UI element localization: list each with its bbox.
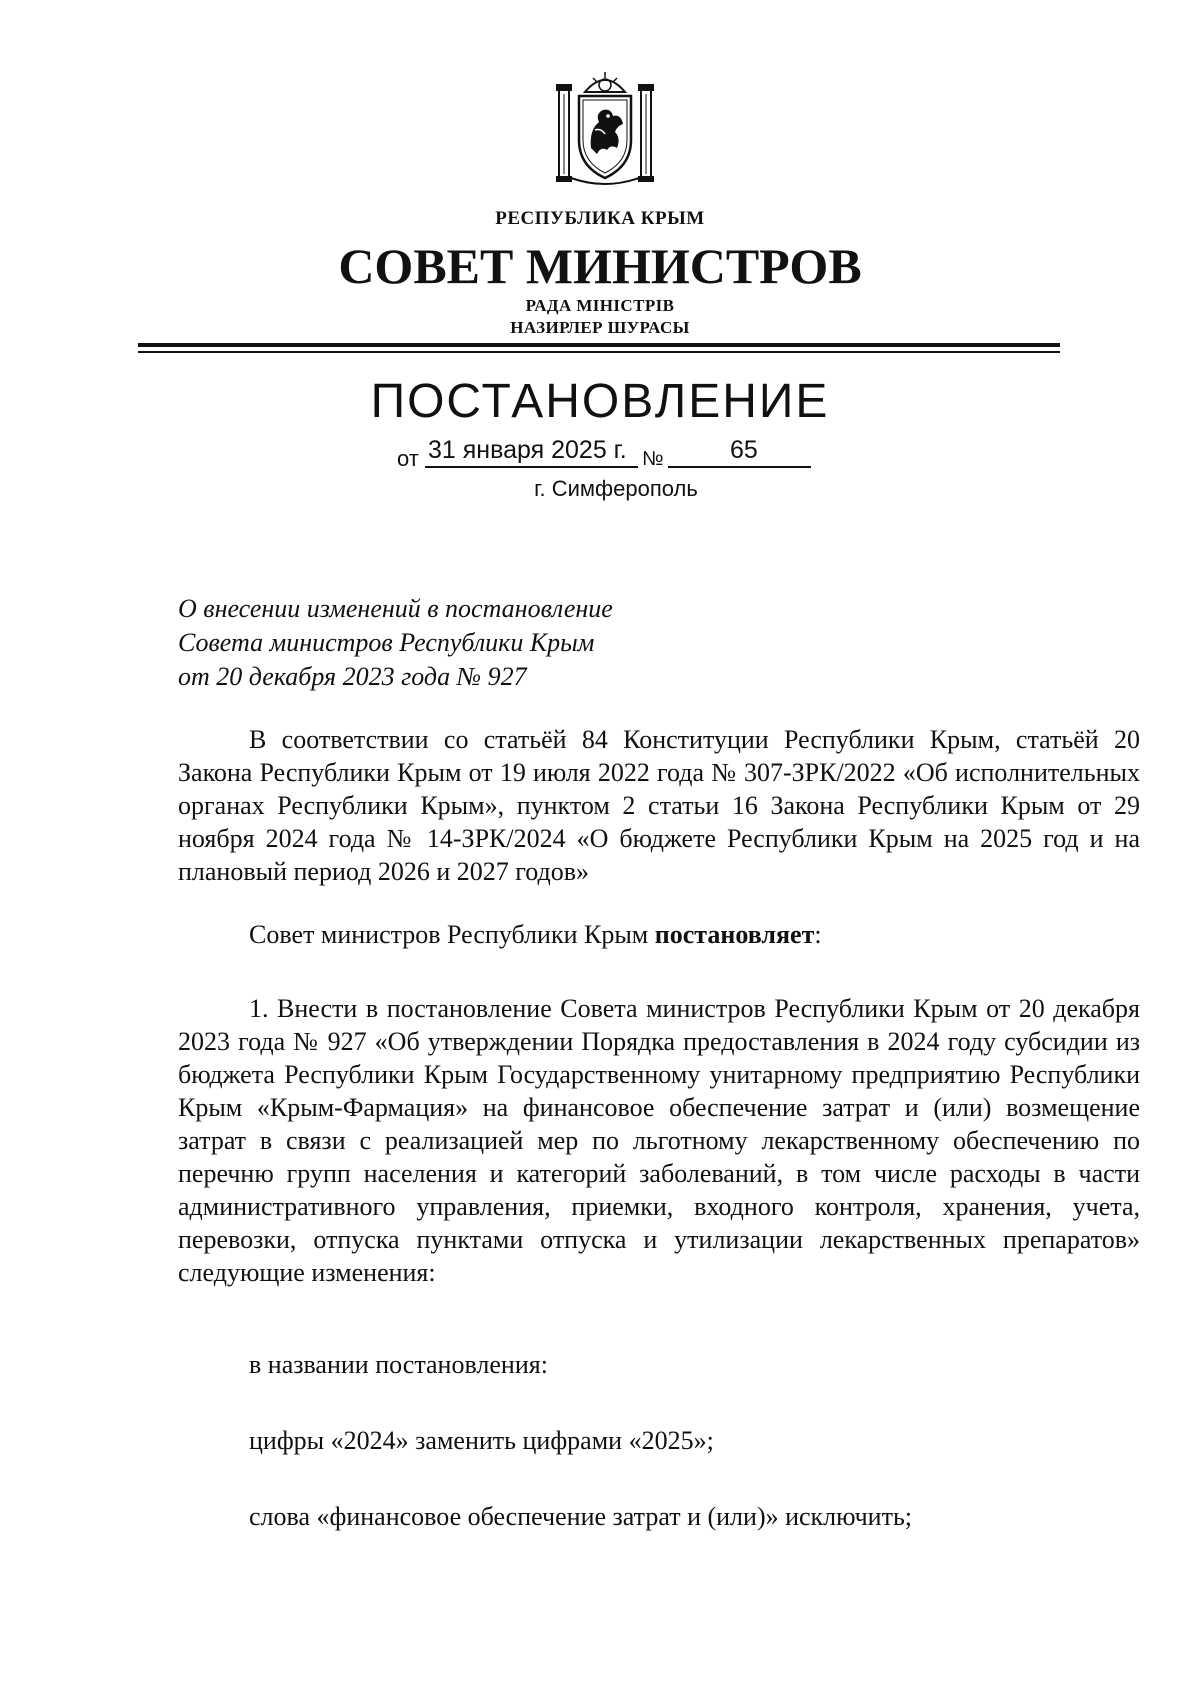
coat-of-arms-icon bbox=[555, 68, 655, 188]
preamble-text: В соответствии со статьёй 84 Конституции Республики Крым, статьёй 20 Закона Республики Крым от 19 июля 2022 года № 307-ЗРК/2022 «Об исполнительных органах Республики Крым», пунктом 2 статьи 16 Закона Республики Крым от 29 ноября 2024 года № 14-ЗРК/2024 «О бюджете Республики Крым на 2025 год и на плановый период 2026 и 2027 годов» bbox=[178, 725, 1140, 886]
subject-line: О внесении изменений в постановление bbox=[178, 594, 613, 623]
resolves-paragraph bbox=[178, 918, 1140, 951]
decree-number: 65 bbox=[730, 436, 758, 464]
decree-date: 31 января 2025 г. bbox=[428, 436, 627, 464]
date-underline bbox=[425, 466, 638, 468]
resolves-keyword: постановляет bbox=[654, 920, 815, 949]
decree-subject bbox=[178, 592, 738, 694]
date-prefix: от bbox=[397, 446, 419, 471]
decree-city: г. Симферополь bbox=[534, 476, 698, 501]
number-underline bbox=[668, 466, 811, 468]
resolves-prefix: Совет министров Республики Крым bbox=[249, 920, 655, 949]
replace-digits-paragraph bbox=[178, 1424, 1140, 1457]
in-title-text: в названии постановления: bbox=[249, 1350, 548, 1379]
resolves-line bbox=[178, 918, 1140, 951]
header-divider-thick bbox=[138, 343, 1060, 347]
exclude-words-text: слова «финансовое обеспечение затрат и (или)» исключить; bbox=[249, 1502, 913, 1531]
preamble-paragraph bbox=[178, 723, 1140, 888]
number-label: № bbox=[642, 448, 664, 470]
document-type-title: ПОСТАНОВЛЕНИЕ bbox=[370, 375, 830, 428]
council-title: СОВЕТ МИНИСТРОВ bbox=[338, 238, 862, 294]
council-title-crimean-tatar: НАЗИРЛЕР ШУРАСЫ bbox=[510, 318, 690, 337]
republic-name: РЕСПУБЛИКА КРЫМ bbox=[495, 208, 705, 229]
header-divider-thin bbox=[138, 351, 1060, 353]
item-1-text: 1. Внести в постановление Совета министров Республики Крым от 20 декабря 2023 года № 927 «Об утверждении Порядка предоставления в 2024 году субсидии из бюджета Республики Крым Государственному унитарному предприятию Республики Крым «Крым-Фармация» на финансовое обеспечение затрат и (или) возмещение затрат в связи с реализацией мер по льготному лекарственному обеспечению по перечню групп населения и категорий заболеваний, в том числе расходы в части административного управления, приемки, входного контроля, хранения, учета, перевозки, отпуска пунктами отпуска и утилизации лекарственных препаратов» следующие изменения: bbox=[178, 994, 1140, 1287]
replace-digits-text: цифры «2024» заменить цифрами «2025»; bbox=[249, 1426, 714, 1455]
in-title-paragraph bbox=[178, 1348, 1140, 1381]
exclude-words-paragraph bbox=[178, 1500, 1140, 1533]
item-1-paragraph bbox=[178, 992, 1140, 1289]
council-title-ukrainian: РАДА МІНІСТРІВ bbox=[525, 296, 675, 315]
subject-line: от 20 декабря 2023 года № 927 bbox=[178, 662, 527, 691]
resolves-suffix: : bbox=[814, 920, 822, 949]
subject-line: Совета министров Республики Крым bbox=[178, 628, 595, 657]
